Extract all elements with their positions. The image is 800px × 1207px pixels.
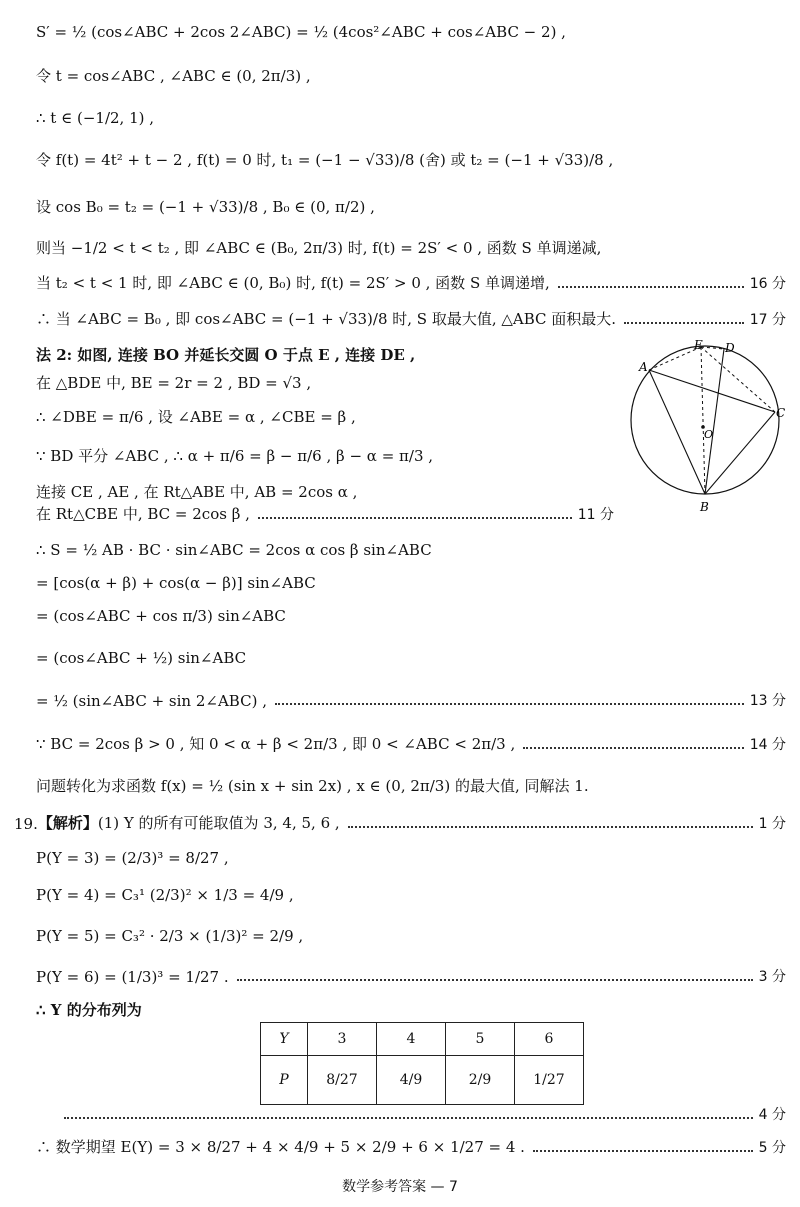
row-3 xyxy=(36,966,786,986)
line-23: P(Y = 3) = (2/3)³ = 8/27 , xyxy=(36,849,229,867)
table-header-p: P xyxy=(261,1056,308,1105)
line-20: ∵ BC = 2cos β > 0 , 知 0 < α + β < 2π/3 , 即 0 < ∠ABC < 2π/3 , xyxy=(36,735,516,753)
leader-dots xyxy=(624,321,744,324)
segment-ac xyxy=(649,370,775,412)
row-4 xyxy=(64,1104,786,1124)
row-17 xyxy=(36,308,786,329)
circle-o xyxy=(631,346,779,494)
table-cell: 4 xyxy=(377,1023,446,1056)
line-17: = (cos∠ABC + cos π/3) sin∠ABC xyxy=(36,607,286,625)
leader-dots xyxy=(275,702,744,705)
analysis-tag: 【解析】 xyxy=(37,814,98,832)
line-21: 问题转化为求函数 f(x) = ½ (sin x + sin 2x) , x ∈ (0, 2π/3) 的最大值, 同解法 1. xyxy=(36,777,589,795)
line-26: P(Y = 6) = (1/3)³ = 1/27 . xyxy=(36,968,229,986)
circle-figure xyxy=(628,340,788,515)
leader-dots xyxy=(64,1116,753,1119)
line-19: = ½ (sin∠ABC + sin 2∠ABC) , xyxy=(36,692,267,710)
row-5 xyxy=(36,1136,786,1157)
line-2: 令 t = cos∠ABC , ∠ABC ∈ (0, 2π/3) , xyxy=(36,67,311,85)
line-8: ∴ 当 ∠ABC = B₀ , 即 cos∠ABC = (−1 + √33)/8 时, S 取最大值, △ABC 面积最大. xyxy=(36,310,617,328)
line-5: 设 cos B₀ = t₂ = (−1 + √33)/8 , B₀ ∈ (0, π/2) , xyxy=(36,198,375,216)
label-a: A xyxy=(639,360,648,374)
leader-dots xyxy=(533,1149,753,1152)
line-4: 令 f(t) = 4t² + t − 2 , f(t) = 0 时, t₁ = (−1 − √33)/8 (舍) 或 t₂ = (−1 + √33)/8 , xyxy=(36,151,614,169)
line-16: = [cos(α + β) + cos(α − β)] sin∠ABC xyxy=(36,574,316,592)
table-row-p xyxy=(261,1056,584,1105)
table-cell: 2/9 xyxy=(446,1056,515,1105)
table-cell: 4/9 xyxy=(377,1056,446,1105)
leader-dots xyxy=(258,516,572,519)
line-15: ∴ S = ½ AB · BC · sin∠ABC = 2cos α cos β sin∠ABC xyxy=(36,541,432,559)
question-number: 19. xyxy=(14,815,38,833)
score-17: 17 分 xyxy=(749,312,786,328)
line-3: ∴ t ∈ (−1/2, 1) , xyxy=(36,109,155,127)
table-cell: 6 xyxy=(515,1023,584,1056)
distribution-table xyxy=(260,1022,584,1105)
segment-ab xyxy=(649,370,705,494)
label-e: E xyxy=(694,340,703,352)
line-6: 则当 −1/2 < t < t₂ , 即 ∠ABC ∈ (B₀, 2π/3) 时, f(t) = 2S′ < 0 , 函数 S 单调递减, xyxy=(36,239,602,257)
score-13: 13 分 xyxy=(749,693,786,709)
score-1: 1 分 xyxy=(758,816,786,832)
page-footer: 数学参考答案 — 7 xyxy=(342,1179,458,1195)
line-24: P(Y = 4) = C₃¹ (2/3)² × 1/3 = 4/9 , xyxy=(36,886,294,904)
line-12: ∵ BD 平分 ∠ABC , ∴ α + π/6 = β − π/6 , β − α = π/3 , xyxy=(36,447,434,465)
label-d: D xyxy=(725,341,735,355)
label-o: O xyxy=(704,428,714,441)
score-4: 4 分 xyxy=(758,1107,786,1123)
line-18: = (cos∠ABC + ½) sin∠ABC xyxy=(36,649,247,667)
row-13 xyxy=(36,690,786,710)
score-5: 5 分 xyxy=(758,1140,786,1156)
score-16: 16 分 xyxy=(749,276,786,292)
label-b: B xyxy=(700,500,709,514)
line-13: 连接 CE , AE , 在 Rt△ABE 中, AB = 2cos α , xyxy=(36,483,358,501)
table-header-y: Y xyxy=(261,1023,308,1056)
table-cell: 1/27 xyxy=(515,1056,584,1105)
table-cell: 8/27 xyxy=(308,1056,377,1105)
line-9: 法 2: 如图, 连接 BO 并延长交圆 O 于点 E , 连接 DE , xyxy=(36,346,416,364)
segment-bc xyxy=(705,412,775,494)
leader-dots xyxy=(348,825,753,828)
table-cell: 3 xyxy=(308,1023,377,1056)
segment-bd xyxy=(705,349,724,494)
line-1: S′ = ½ (cos∠ABC + 2cos 2∠ABC) = ½ (4cos²∠ABC + cos∠ABC − 2) , xyxy=(36,23,566,41)
line-7: 当 t₂ < t < 1 时, 即 ∠ABC ∈ (0, B₀) 时, f(t) = 2S′ > 0 , 函数 S 单调递增, xyxy=(36,274,550,292)
line-28: ∴ 数学期望 E(Y) = 3 × 8/27 + 4 × 4/9 + 5 × 2/9 + 6 × 1/27 = 4 . xyxy=(36,1138,525,1156)
leader-dots xyxy=(523,746,744,749)
line-14: 在 Rt△CBE 中, BC = 2cos β , xyxy=(36,505,250,523)
leader-dots xyxy=(237,978,753,981)
segment-ce xyxy=(701,347,775,412)
score-11: 11 分 xyxy=(577,507,614,523)
table-cell: 5 xyxy=(446,1023,515,1056)
table-row-y xyxy=(261,1023,584,1056)
line-25: P(Y = 5) = C₃² · 2/3 × (1/3)² = 2/9 , xyxy=(36,927,304,945)
line-11: ∴ ∠DBE = π/6 , 设 ∠ABE = α , ∠CBE = β , xyxy=(36,408,356,426)
score-3: 3 分 xyxy=(758,969,786,985)
line-10: 在 △BDE 中, BE = 2r = 2 , BD = √3 , xyxy=(36,374,312,392)
row-11 xyxy=(36,503,614,524)
label-c: C xyxy=(776,406,786,420)
line-27: ∴ Y 的分布列为 xyxy=(36,1001,142,1019)
leader-dots xyxy=(558,285,744,288)
row-1 xyxy=(14,812,786,833)
segment-be xyxy=(701,347,705,494)
line-22: (1) Y 的所有可能取值为 3, 4, 5, 6 , xyxy=(97,814,340,832)
score-14: 14 分 xyxy=(749,737,786,753)
row-16 xyxy=(36,272,786,293)
row-14 xyxy=(36,733,786,754)
